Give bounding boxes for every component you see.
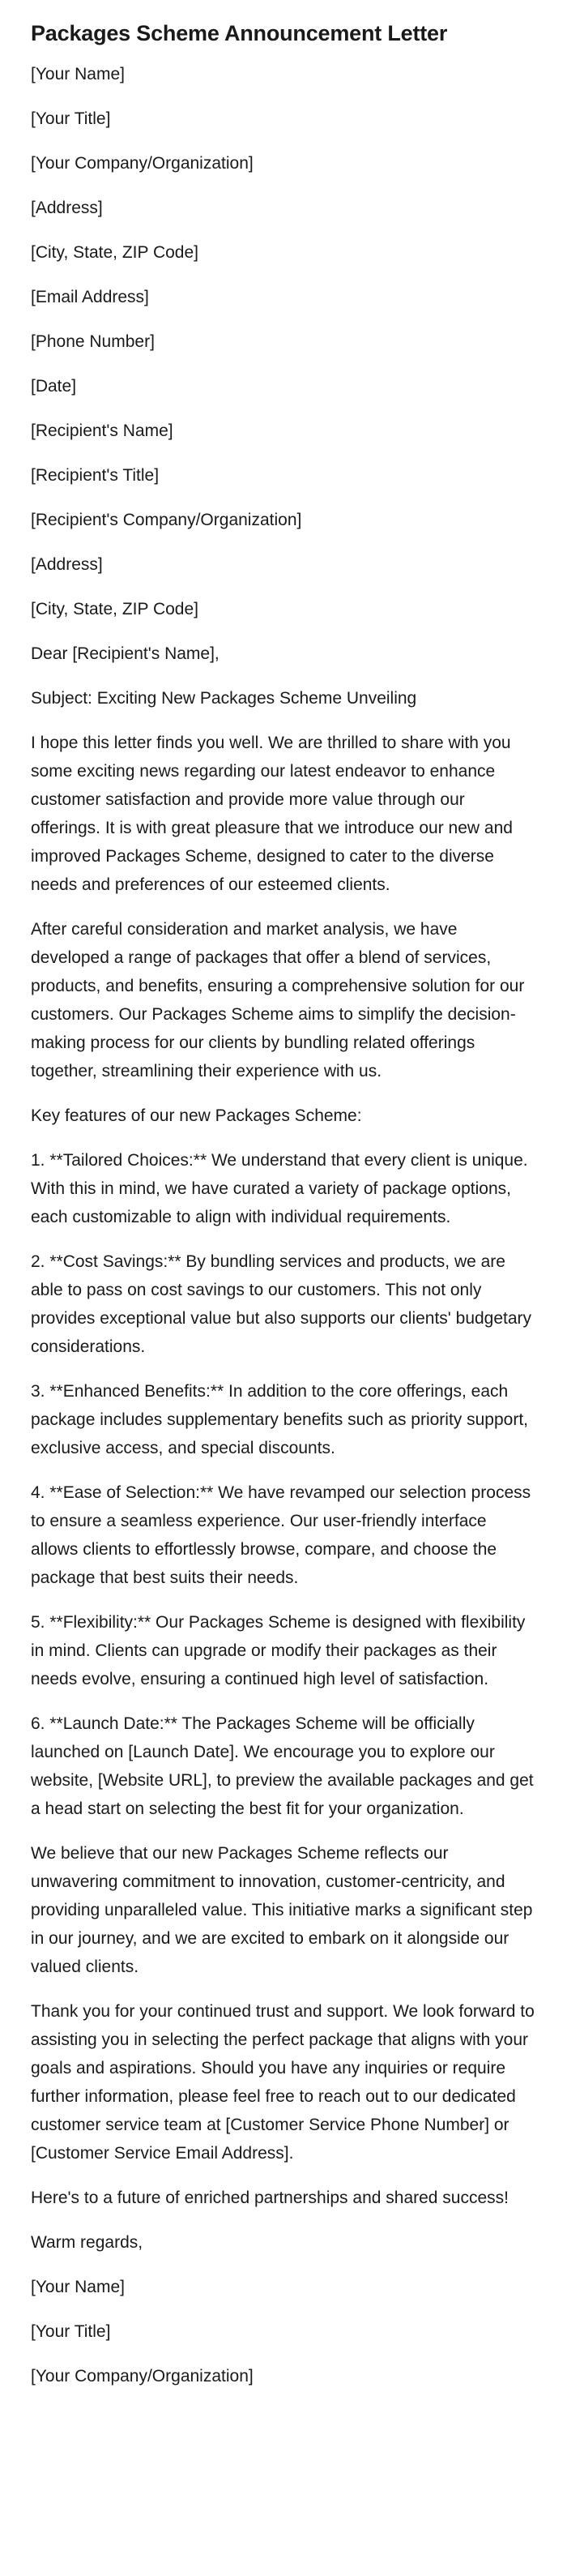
signoff-company: [Your Company/Organization]: [31, 2367, 254, 2386]
sender-title: [Your Title]: [31, 109, 111, 128]
closing-line: Here's to a future of enriched partnerships and shared success!: [31, 2189, 509, 2207]
feature-item: 6. **Launch Date:** The Packages Scheme will be officially launched on [Launch Date]. We encourage you to explore our website, [Website URL], to preview the available packages and get a head start on selecting the best fit for your organization.: [31, 1714, 534, 1818]
features-heading: Key features of our new Packages Scheme:: [31, 1106, 362, 1125]
recipient-title: [Recipient's Title]: [31, 466, 160, 485]
feature-item: 4. **Ease of Selection:** We have revamped our selection process to ensure a seamless experience. Our user-friendly interface allows clients to effortlessly browse, compare, and choose the package that best suits their needs.: [31, 1483, 531, 1587]
recipient-name: [Recipient's Name]: [31, 421, 173, 440]
sender-name: [Your Name]: [31, 65, 125, 83]
sender-phone: [Phone Number]: [31, 332, 155, 351]
signoff-name: [Your Name]: [31, 2278, 125, 2296]
sender-address: [Address]: [31, 199, 103, 217]
salutation: Dear [Recipient's Name],: [31, 644, 220, 663]
intro-paragraph: I hope this letter finds you well. We are thrilled to share with you some exciting news regarding our latest endeavor to enhance customer satisfaction and provide more value through our offerings. It is with great pleasure that we introduce our new and improved Packages Scheme, designed to cater to the diverse needs and preferences of our esteemed clients.: [31, 734, 513, 894]
feature-item: 5. **Flexibility:** Our Packages Scheme is designed with flexibility in mind. Clients can upgrade or modify their packages as their needs evolve, ensuring a continued high level of satisfaction.: [31, 1613, 526, 1688]
recipient-city: [City, State, ZIP Code]: [31, 600, 198, 618]
recipient-company: [Recipient's Company/Organization]: [31, 511, 302, 529]
analysis-paragraph: After careful consideration and market analysis, we have developed a range of packages that offer a blend of services, products, and benefits, ensuring a comprehensive solution for our customers. Our Packages Scheme aims to simplify the decision-making process for our clients by bundling related offerings together, streamlining their experience with us.: [31, 920, 525, 1080]
sender-email: [Email Address]: [31, 288, 149, 306]
commitment-paragraph: We believe that our new Packages Scheme reflects our unwavering commitment to innovation, customer-centricity, and providing unparalleled value. This initiative marks a significant step in our journey, and we are excited to embark on it alongside our valued clients.: [31, 1844, 533, 1976]
sender-company: [Your Company/Organization]: [31, 154, 254, 173]
letter-date: [Date]: [31, 377, 77, 396]
thanks-paragraph: Thank you for your continued trust and support. We look forward to assisting you in selecting the perfect package that aligns with your goals and aspirations. Should you have any inquiries or require further information, please feel free to reach out to our dedicated customer service team at [Customer Service Phone Number] or [Customer Service Email Address].: [31, 2002, 535, 2163]
feature-item: 3. **Enhanced Benefits:** In addition to the core offerings, each package includes supplementary benefits such as priority support, exclusive access, and special discounts.: [31, 1382, 529, 1457]
recipient-address: [Address]: [31, 555, 103, 574]
signoff-title: [Your Title]: [31, 2322, 111, 2341]
feature-item: 2. **Cost Savings:** By bundling services and products, we are able to pass on cost savings to our customers. This not only provides exceptional value but also supports our clients' budgetary considerations.: [31, 1252, 532, 1356]
subject-line: Subject: Exciting New Packages Scheme Unveiling: [31, 689, 417, 708]
signoff-regards: Warm regards,: [31, 2233, 143, 2252]
page-title: Packages Scheme Announcement Letter: [31, 21, 448, 45]
sender-city: [City, State, ZIP Code]: [31, 243, 198, 262]
feature-item: 1. **Tailored Choices:** We understand that every client is unique. With this in mind, we have curated a variety of package options, each customizable to align with individual requirements.: [31, 1151, 528, 1226]
